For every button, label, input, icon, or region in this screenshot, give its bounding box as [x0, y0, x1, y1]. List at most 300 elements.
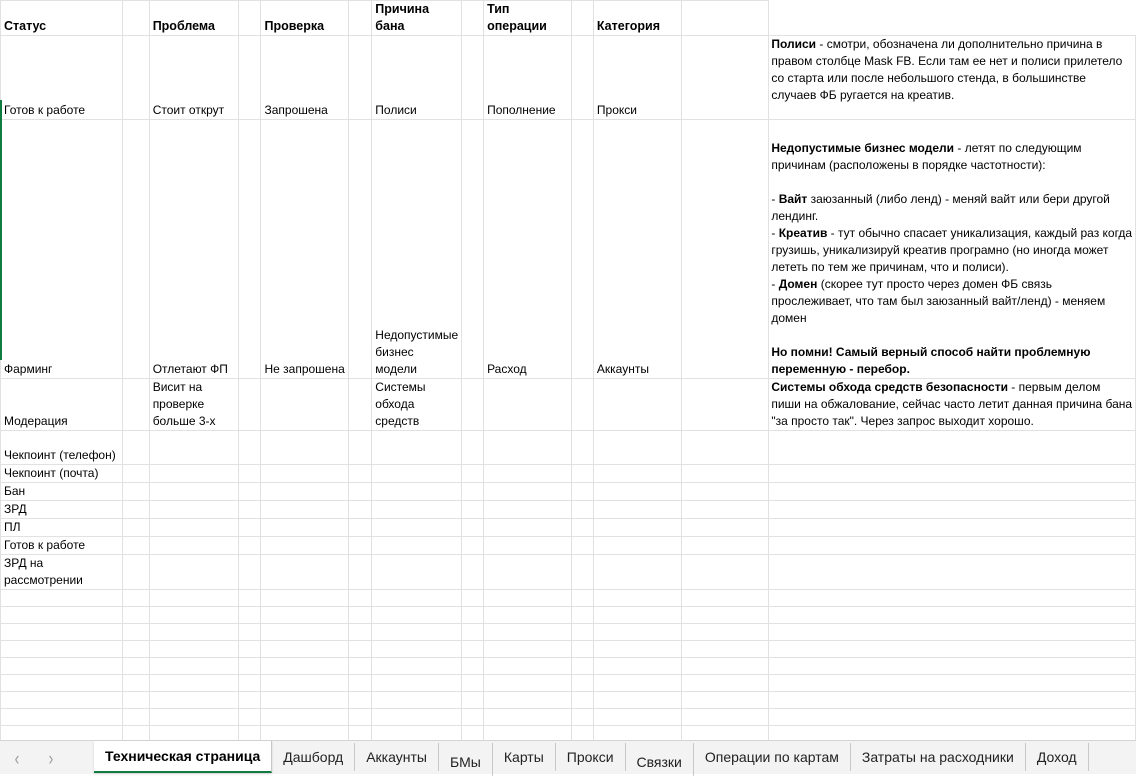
cell-check[interactable]	[261, 555, 349, 590]
empty-cell[interactable]	[372, 641, 462, 658]
cell-status[interactable]: Готов к работе	[1, 36, 123, 120]
cell-category[interactable]	[593, 501, 681, 519]
empty-cell[interactable]	[122, 555, 149, 590]
cell-category[interactable]	[593, 431, 681, 465]
empty-cell[interactable]	[571, 431, 593, 465]
cell-status[interactable]: ЗРД	[1, 501, 123, 519]
empty-cell[interactable]	[571, 501, 593, 519]
empty-cell[interactable]	[349, 465, 372, 483]
sheet-tab-bar	[0, 740, 1136, 774]
empty-row	[1, 675, 1136, 692]
empty-cell[interactable]	[593, 726, 681, 741]
empty-row	[1, 607, 1136, 624]
empty-cell[interactable]	[122, 624, 149, 641]
empty-cell[interactable]	[571, 709, 593, 726]
col-header-op-type[interactable]: Тип операции	[484, 1, 572, 36]
empty-cell[interactable]	[261, 726, 349, 741]
empty-cell[interactable]	[349, 590, 372, 607]
empty-cell[interactable]	[238, 379, 261, 431]
cell-category[interactable]	[593, 483, 681, 501]
sheet-tab-5[interactable]: Прокси	[556, 743, 626, 771]
table-row	[1, 120, 1136, 379]
empty-cell[interactable]	[372, 726, 462, 741]
col-header-status[interactable]: Статус	[1, 1, 123, 36]
empty-cell[interactable]	[462, 120, 484, 379]
empty-cell[interactable]	[681, 726, 769, 741]
note-business-title: Недопустимые бизнес модели	[771, 141, 955, 155]
empty-cell[interactable]	[122, 607, 149, 624]
empty-cell[interactable]	[571, 555, 593, 590]
col-header-ban-reason[interactable]: Причина бана	[372, 1, 462, 36]
empty-cell[interactable]	[349, 607, 372, 624]
empty-cell[interactable]	[484, 590, 572, 607]
cell-problem[interactable]: Отлетают ФП	[149, 120, 238, 379]
empty-cell[interactable]	[122, 641, 149, 658]
chevron-left-icon: ‹	[14, 746, 20, 769]
empty-cell[interactable]	[1, 641, 123, 658]
empty-cell[interactable]	[372, 709, 462, 726]
empty-cell[interactable]	[593, 675, 681, 692]
empty-cell[interactable]	[769, 726, 1136, 741]
empty-cell[interactable]	[372, 658, 462, 675]
chevron-right-icon: ›	[48, 746, 54, 769]
empty-cell[interactable]	[122, 709, 149, 726]
cell-status[interactable]: Чекпоинт (почта)	[1, 465, 123, 483]
empty-cell[interactable]	[571, 590, 593, 607]
empty-cell[interactable]	[238, 624, 261, 641]
sheet-tab-0[interactable]: Техническая страница	[94, 741, 272, 773]
empty-cell[interactable]	[149, 658, 238, 675]
note-item-title: Домен	[778, 277, 818, 291]
cell-ban-reason[interactable]	[372, 519, 462, 537]
empty-cell[interactable]	[1, 624, 123, 641]
note-item-text: (скорее тут просто через домен ФБ связь прослеживает, что там был заюзанный вайт/ленд) - меняем домен	[771, 277, 1106, 325]
empty-cell[interactable]	[484, 624, 572, 641]
empty-cell[interactable]	[681, 431, 769, 465]
cell-ban-reason[interactable]	[372, 465, 462, 483]
empty-cell[interactable]	[462, 519, 484, 537]
empty-cell[interactable]	[149, 709, 238, 726]
cell-ban-reason[interactable]: Полиси	[372, 36, 462, 120]
empty-cell[interactable]	[349, 555, 372, 590]
empty-cell[interactable]	[681, 590, 769, 607]
empty-cell[interactable]	[571, 379, 593, 431]
empty-cell[interactable]	[122, 519, 149, 537]
cell-ban-reason[interactable]: Недопустимые бизнес модели	[372, 120, 462, 379]
col-header-category[interactable]: Категория	[593, 1, 681, 36]
empty-cell[interactable]	[769, 501, 1136, 519]
empty-cell[interactable]	[238, 726, 261, 741]
note-bypass-systems[interactable]	[769, 379, 1136, 431]
empty-cell[interactable]	[571, 607, 593, 624]
cell-problem[interactable]	[149, 537, 238, 555]
prev-sheet-button[interactable]	[0, 741, 34, 774]
cell-op-type[interactable]	[484, 555, 572, 590]
cell-problem[interactable]: Стоит открут	[149, 36, 238, 120]
cell-ban-reason[interactable]: Системы обхода средств	[372, 379, 462, 431]
cell-status[interactable]: Бан	[1, 483, 123, 501]
empty-cell[interactable]	[462, 692, 484, 709]
empty-cell[interactable]	[462, 658, 484, 675]
sheet-tab-3[interactable]: БМы	[439, 743, 493, 776]
empty-cell[interactable]	[238, 1, 261, 36]
empty-cell[interactable]	[571, 658, 593, 675]
note-business-reminder: Но помни! Самый верный способ найти проблемную переменную - перебор.	[771, 345, 1091, 376]
empty-cell[interactable]	[349, 1, 372, 36]
cell-check[interactable]: Запрошена	[261, 36, 349, 120]
empty-cell[interactable]	[571, 537, 593, 555]
note-item-title: Креатив	[778, 226, 828, 240]
cell-status[interactable]: Готов к работе	[1, 537, 123, 555]
cell-op-type[interactable]: Пополнение	[484, 36, 572, 120]
cell-check[interactable]	[261, 537, 349, 555]
cell-op-type[interactable]	[484, 501, 572, 519]
cell-op-type[interactable]	[484, 537, 572, 555]
note-item-title: Вайт	[778, 192, 808, 206]
empty-cell[interactable]	[122, 658, 149, 675]
empty-cell[interactable]	[149, 624, 238, 641]
empty-cell[interactable]	[681, 519, 769, 537]
empty-cell[interactable]	[238, 555, 261, 590]
empty-cell[interactable]	[122, 1, 149, 36]
empty-cell[interactable]	[571, 483, 593, 501]
empty-cell[interactable]	[261, 641, 349, 658]
empty-cell[interactable]	[122, 120, 149, 379]
empty-cell[interactable]	[462, 726, 484, 741]
note-bypass-text: - первым делом пиши на обжалование, сейчас часто летит данная причина бана "за просто так". Через запрос выходит хорошо.	[771, 380, 1133, 428]
empty-cell[interactable]	[681, 658, 769, 675]
cell-ban-reason[interactable]	[372, 483, 462, 501]
empty-cell[interactable]	[462, 675, 484, 692]
cell-check[interactable]	[261, 483, 349, 501]
empty-cell[interactable]	[349, 624, 372, 641]
empty-cell[interactable]	[681, 537, 769, 555]
empty-cell[interactable]	[769, 641, 1136, 658]
empty-cell[interactable]	[122, 465, 149, 483]
sheet-tab-9[interactable]: Доход	[1026, 743, 1089, 771]
empty-cell[interactable]	[462, 379, 484, 431]
empty-cell[interactable]	[238, 709, 261, 726]
empty-cell[interactable]	[238, 483, 261, 501]
note-item-text: - тут обычно спасает уникализация, каждый раз когда грузишь, уникализируй креатив програмно (но иногда может лететь по тем же причинам, что и полиси).	[771, 226, 1133, 274]
cell-problem[interactable]	[149, 501, 238, 519]
cell-problem[interactable]: Висит на проверке больше 3-х	[149, 379, 238, 431]
empty-cell[interactable]	[593, 590, 681, 607]
empty-cell[interactable]	[462, 607, 484, 624]
cell-category[interactable]	[593, 537, 681, 555]
sheet-tab-2[interactable]: Аккаунты	[355, 743, 439, 771]
empty-cell[interactable]	[122, 590, 149, 607]
empty-cell[interactable]	[349, 483, 372, 501]
empty-cell[interactable]	[769, 537, 1136, 555]
empty-cell[interactable]	[681, 675, 769, 692]
empty-cell[interactable]	[261, 590, 349, 607]
empty-cell[interactable]	[122, 379, 149, 431]
empty-cell[interactable]	[1, 692, 123, 709]
cell-status[interactable]: ЗРД на рассмотрении	[1, 555, 123, 590]
cell-problem[interactable]	[149, 555, 238, 590]
note-policy-title: Полиси	[771, 37, 817, 51]
empty-cell[interactable]	[261, 624, 349, 641]
empty-cell[interactable]	[372, 675, 462, 692]
empty-cell[interactable]	[484, 607, 572, 624]
empty-cell[interactable]	[372, 607, 462, 624]
sheet-tab-6[interactable]: Связки	[626, 743, 694, 776]
empty-cell[interactable]	[593, 658, 681, 675]
empty-cell[interactable]	[122, 675, 149, 692]
empty-cell[interactable]	[769, 555, 1136, 590]
empty-cell[interactable]	[462, 709, 484, 726]
cell-check[interactable]	[261, 519, 349, 537]
empty-cell[interactable]	[571, 675, 593, 692]
empty-cell[interactable]	[769, 519, 1136, 537]
sheet-tabs	[94, 741, 1089, 774]
table-row	[1, 555, 1136, 590]
cell-op-type[interactable]	[484, 379, 572, 431]
empty-cell[interactable]	[1, 675, 123, 692]
empty-cell[interactable]	[681, 692, 769, 709]
empty-cell[interactable]	[349, 641, 372, 658]
empty-cell[interactable]	[769, 658, 1136, 675]
cell-status[interactable]: Фарминг	[1, 120, 123, 379]
empty-cell[interactable]	[462, 590, 484, 607]
empty-cell[interactable]	[769, 431, 1136, 465]
empty-cell[interactable]	[261, 709, 349, 726]
cell-op-type[interactable]	[484, 465, 572, 483]
empty-cell[interactable]	[769, 624, 1136, 641]
empty-cell[interactable]	[349, 120, 372, 379]
empty-cell[interactable]	[122, 483, 149, 501]
empty-cell[interactable]	[571, 465, 593, 483]
empty-cell[interactable]	[571, 624, 593, 641]
empty-row	[1, 726, 1136, 741]
empty-cell[interactable]	[769, 607, 1136, 624]
empty-cell[interactable]	[122, 36, 149, 120]
empty-row	[1, 641, 1136, 658]
empty-cell[interactable]	[349, 709, 372, 726]
cell-check[interactable]	[261, 501, 349, 519]
empty-cell[interactable]	[681, 709, 769, 726]
empty-cell[interactable]	[593, 607, 681, 624]
note-policy[interactable]	[769, 36, 1136, 120]
empty-cell[interactable]	[349, 36, 372, 120]
empty-cell[interactable]	[238, 590, 261, 607]
empty-cell[interactable]	[149, 641, 238, 658]
empty-cell[interactable]	[462, 483, 484, 501]
empty-cell[interactable]	[462, 501, 484, 519]
empty-cell[interactable]	[484, 658, 572, 675]
empty-cell[interactable]	[349, 726, 372, 741]
col-header-check[interactable]: Проверка	[261, 1, 349, 36]
empty-cell[interactable]	[349, 658, 372, 675]
empty-cell[interactable]	[571, 692, 593, 709]
note-business-item: - Вайт заюзанный (либо ленд) - меняй вайт или бери другой лендинг.	[771, 192, 1110, 223]
empty-cell[interactable]	[681, 120, 769, 379]
empty-cell[interactable]	[571, 519, 593, 537]
empty-cell[interactable]	[261, 692, 349, 709]
cell-category[interactable]	[593, 465, 681, 483]
empty-cell[interactable]	[349, 379, 372, 431]
cell-op-type[interactable]	[484, 519, 572, 537]
cell-category[interactable]	[593, 379, 681, 431]
empty-cell[interactable]	[149, 590, 238, 607]
empty-cell[interactable]	[681, 501, 769, 519]
empty-cell[interactable]	[238, 120, 261, 379]
empty-cell[interactable]	[681, 607, 769, 624]
cell-status[interactable]: Модерация	[1, 379, 123, 431]
cell-category[interactable]: Прокси	[593, 36, 681, 120]
cell-op-type[interactable]: Расход	[484, 120, 572, 379]
empty-cell[interactable]	[238, 692, 261, 709]
empty-cell[interactable]	[484, 709, 572, 726]
empty-cell[interactable]	[484, 726, 572, 741]
cell-problem[interactable]	[149, 465, 238, 483]
empty-cell[interactable]	[238, 431, 261, 465]
empty-cell[interactable]	[349, 692, 372, 709]
empty-cell[interactable]	[372, 692, 462, 709]
empty-cell[interactable]	[484, 692, 572, 709]
empty-cell[interactable]	[238, 641, 261, 658]
empty-cell[interactable]	[769, 692, 1136, 709]
col-header-problem[interactable]: Проблема	[149, 1, 238, 36]
cell-status[interactable]: ПЛ	[1, 519, 123, 537]
empty-cell[interactable]	[238, 501, 261, 519]
sheet-tab-8[interactable]: Затраты на расходники	[851, 743, 1026, 771]
cell-problem[interactable]	[149, 431, 238, 465]
cell-status[interactable]: Чекпоинт (телефон)	[1, 431, 123, 465]
empty-cell[interactable]	[681, 641, 769, 658]
empty-cell[interactable]	[238, 519, 261, 537]
empty-cell[interactable]	[238, 607, 261, 624]
table-row	[1, 379, 1136, 431]
empty-cell[interactable]	[122, 692, 149, 709]
empty-cell[interactable]	[122, 501, 149, 519]
empty-cell[interactable]	[462, 465, 484, 483]
empty-cell[interactable]	[261, 607, 349, 624]
empty-cell[interactable]	[462, 624, 484, 641]
empty-cell[interactable]	[349, 501, 372, 519]
cell-category[interactable]	[593, 555, 681, 590]
sheet-tab-4[interactable]: Карты	[493, 743, 556, 771]
empty-cell[interactable]	[238, 658, 261, 675]
empty-cell[interactable]	[571, 641, 593, 658]
empty-cell[interactable]	[149, 726, 238, 741]
empty-cell[interactable]	[372, 624, 462, 641]
empty-cell[interactable]	[1, 590, 123, 607]
empty-cell[interactable]	[238, 36, 261, 120]
cell-check[interactable]	[261, 379, 349, 431]
empty-cell[interactable]	[149, 675, 238, 692]
empty-cell[interactable]	[571, 1, 593, 36]
selected-cell-highlight	[0, 100, 2, 360]
empty-cell[interactable]	[681, 483, 769, 501]
cell-ban-reason[interactable]	[372, 537, 462, 555]
empty-cell[interactable]	[769, 590, 1136, 607]
empty-cell[interactable]	[681, 465, 769, 483]
empty-cell[interactable]	[349, 519, 372, 537]
empty-cell[interactable]	[681, 379, 769, 431]
empty-cell[interactable]	[462, 555, 484, 590]
empty-cell[interactable]	[261, 658, 349, 675]
empty-cell[interactable]	[1, 709, 123, 726]
empty-cell[interactable]	[238, 465, 261, 483]
empty-cell[interactable]	[593, 709, 681, 726]
empty-cell[interactable]	[1, 726, 123, 741]
empty-cell[interactable]	[462, 431, 484, 465]
empty-cell[interactable]	[484, 641, 572, 658]
note-business-models[interactable]	[769, 120, 1136, 379]
empty-cell[interactable]	[593, 641, 681, 658]
empty-cell[interactable]	[769, 675, 1136, 692]
cell-category[interactable]: Аккаунты	[593, 120, 681, 379]
empty-cell[interactable]	[122, 726, 149, 741]
empty-cell[interactable]	[593, 692, 681, 709]
empty-cell[interactable]	[681, 36, 769, 120]
table-row	[1, 36, 1136, 120]
cell-op-type[interactable]	[484, 431, 572, 465]
empty-cell[interactable]	[238, 675, 261, 692]
empty-cell[interactable]	[681, 624, 769, 641]
empty-cell[interactable]	[372, 590, 462, 607]
empty-cell[interactable]	[681, 1, 769, 36]
empty-cell[interactable]	[462, 36, 484, 120]
sheet-tab-1[interactable]: Дашборд	[272, 743, 355, 771]
empty-cell[interactable]	[261, 675, 349, 692]
empty-cell[interactable]	[769, 709, 1136, 726]
note-bypass-title: Системы обхода средств безопасности	[771, 380, 1008, 394]
empty-cell[interactable]	[122, 537, 149, 555]
cell-problem[interactable]	[149, 483, 238, 501]
empty-cell[interactable]	[571, 120, 593, 379]
empty-cell[interactable]	[1, 658, 123, 675]
cell-ban-reason[interactable]	[372, 431, 462, 465]
empty-cell[interactable]	[681, 555, 769, 590]
empty-cell[interactable]	[349, 537, 372, 555]
empty-cell[interactable]	[769, 483, 1136, 501]
empty-cell[interactable]	[593, 624, 681, 641]
empty-cell[interactable]	[571, 726, 593, 741]
empty-cell[interactable]	[462, 641, 484, 658]
sheet-tab-7[interactable]: Операции по картам	[694, 743, 851, 771]
empty-cell[interactable]	[122, 431, 149, 465]
cell-ban-reason[interactable]	[372, 501, 462, 519]
empty-cell[interactable]	[769, 1, 1136, 36]
empty-cell[interactable]	[149, 607, 238, 624]
empty-cell[interactable]	[349, 431, 372, 465]
empty-cell[interactable]	[1, 607, 123, 624]
empty-row	[1, 624, 1136, 641]
empty-cell[interactable]	[238, 537, 261, 555]
cell-ban-reason[interactable]	[372, 555, 462, 590]
empty-cell[interactable]	[149, 692, 238, 709]
empty-cell[interactable]	[462, 1, 484, 36]
cell-check[interactable]	[261, 465, 349, 483]
cell-op-type[interactable]	[484, 483, 572, 501]
cell-category[interactable]	[593, 519, 681, 537]
empty-cell[interactable]	[462, 537, 484, 555]
cell-problem[interactable]	[149, 519, 238, 537]
note-business-intro: - летят по следующим причинам (расположены в порядке частотности):	[771, 141, 1082, 172]
empty-cell[interactable]	[571, 36, 593, 120]
next-sheet-button[interactable]	[34, 741, 68, 774]
cell-check[interactable]: Не запрошена	[261, 120, 349, 379]
cell-check[interactable]	[261, 431, 349, 465]
empty-cell[interactable]	[349, 675, 372, 692]
empty-cell[interactable]	[769, 465, 1136, 483]
empty-cell[interactable]	[484, 675, 572, 692]
empty-row	[1, 658, 1136, 675]
note-item-text: заюзанный (либо ленд) - меняй вайт или бери другой лендинг.	[771, 192, 1110, 223]
